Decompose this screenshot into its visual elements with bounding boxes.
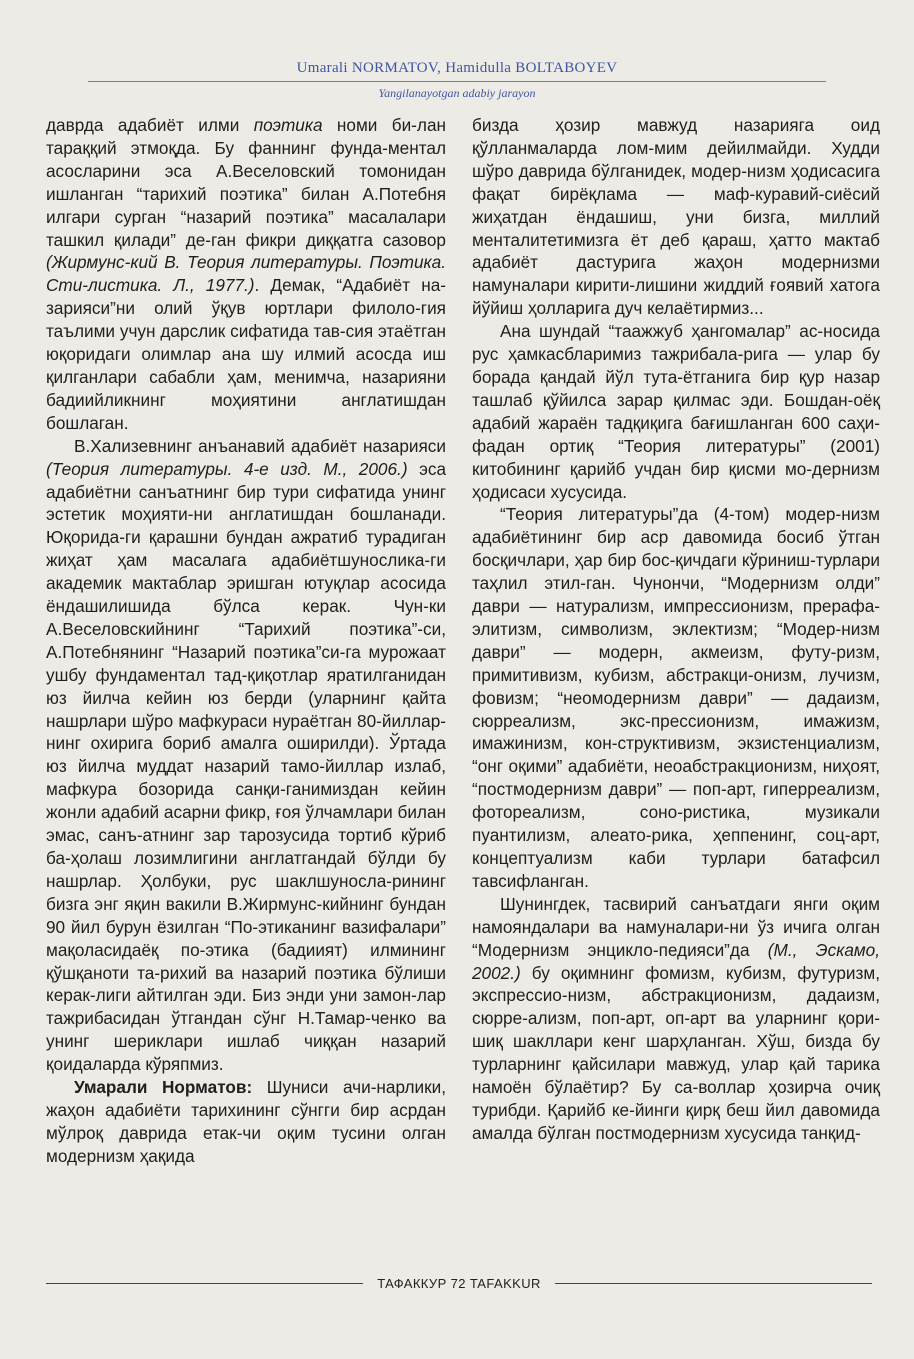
footer-rule-left	[46, 1283, 363, 1284]
right-paragraph-2: Ана шундай “таажжуб ҳангомалар” ас-носида рус ҳамкасбларимиз тажрибала-рига — улар бу борада қандай йўл тута-ётганига бир қур назар ташлаб қўйилса зарар қилмас эди. Бошдан-оёқ адабий жараён тадқиқига бағишланган 600 саҳи-фадан ортиқ “Теория литературы” (2001) китобининг қарийб учдан бир қисми мо-дернизм ҳодисаси хусусида.	[472, 321, 880, 502]
header-rule	[88, 81, 826, 82]
footer-label: ТАФАККУР 72 TAFAKKUR	[377, 1276, 541, 1291]
text-run: даврда адабиёт илми	[46, 115, 254, 135]
left-paragraph-3	[46, 1076, 446, 1168]
text-run: бу оқимнинг фомизм, кубизм, футуризм, экспрессио-низм, абстракционизм, дадаизм, сюрре-ализм, поп-арт, оп-арт ва уларнинг қори-шиқ шакллари кенг шарҳланган. Хўш, бизда бу турларнинг қайсилари мавжуд, улар қай тарика намоён бўлаётир? Бу са-воллар ҳозирча очиқ турибди. Қарийб ке-йинги қирқ беш йил давомида амалда бўлган постмодернизм хусусида танқид-	[472, 962, 880, 1143]
right-paragraph-4	[472, 893, 880, 1145]
running-header	[40, 60, 874, 101]
italic-citation: (М., Эскамо, 2002.)	[472, 939, 880, 983]
page-footer	[46, 1276, 872, 1291]
left-paragraph-2	[46, 435, 446, 1076]
speaker-name: Умарали Норматов:	[74, 1077, 253, 1098]
right-column	[472, 114, 880, 1145]
text-run: номи би-лан тараққий этмоқда. Бу фаннинг фунда-ментал асосларини эса А.Веселовский томонидан ишланган “тарихий поэтика” билан А.Потебня илгари сурган “назарий поэтика” масалалари ташкил қилади” де-ган фикри диққатга сазовор	[46, 115, 446, 250]
left-paragraph-1	[46, 114, 446, 435]
footer-rule-right	[555, 1283, 872, 1284]
text-run: эса адабиётни санъатнинг бир тури сифатида унинг эстетик моҳияти-ни англатишдан бошланади. Юқорида-ги қарашни бундан ажратиб турадиган жиҳат ҳам масалага адабиётшунослика-ги академик мактаблар эришган ютуқлар асосида ёндашилишида бўлса керак. Чун-ки А.Веселовскийнинг “Тарихий поэтика”-си, А.Потебнянинг “Назарий поэтика”си-га мурожаат ушбу фундаментал тад-қиқотлар яратилганидан юз йилча кейин юз берди (уларнинг қайта нашрлари шўро мафкураси нураётган 80-йиллар-нинг охирига бориб амалга оширилди). Ўртада юз йилча муддат назарий тамо-йиллар излаб, мафкура бозорида санқи-ганимиздан кейин жонли адабий асарни фикр, ғоя ўлчамлари билан эмас, санъ-атнинг зар тарозусида тортиб кўриб ба-ҳолаш лозимлигини англатгандай бўлди бу нашрлар. Ҳолбуки, рус шаклшуносла-рининг бизга энг яқин вакили В.Жирмунс-кийнинг бундан 90 йил бурун ёзилган “По-этиканинг вазифалари” мақоласидаёқ по-этика (бадиият) илмининг қўшқаноти та-рихий ва назарий поэтика бўлиши керак-лиги айтилган эди. Биз энди уни замон-лар тажрибасидан ўтгандан сўнг Н.Тамар-ченко ва унинг шериклари ишлаб чиққан назарий қоидаларда кўряпмиз.	[46, 458, 446, 1075]
header-subtitle: Yangilanayotgan adabiy jarayon	[378, 86, 536, 100]
italic-citation: (Жирмунс-кий В. Теория литературы. Поэтика. Сти-листика. Л., 1977.)	[46, 252, 446, 296]
header-authors: Umarali NORMATOV, Hamidulla BOLTABOYEV	[296, 60, 618, 76]
right-paragraph-3: “Теория литературы”да (4-том) модер-низм адабиётининг бир аср давомида босиб ўтган босқичлари, ҳар бир бос-қичдаги кўриниш-турлари таҳлил этил-ган. Чунончи, “Модернизм олди” даври — натурализм, импрессионизм, прерафа-элитизм, символизм, эклектизм; “Модер-низм даври” — модерн, акмеизм, футу-ризм, примитивизм, кубизм, абстракци-онизм, лучизм, фовизм; “неомодернизм даври” — дадаизм, сюрреализм, экс-прессионизм, имажизм, имажинизм, кон-структивизм, экзистенциализм, “онг оқими” адабиёти, неоабстракционизм, ниҳоят, “постмодернизм даври” — поп-арт, гиперреализм, фотореализм, соно-ристика, музикали пуантилизм, алеато-рика, ҳеппенинг, соц-арт, концептуализм каби турлари батафсил тавсифланган.	[472, 504, 880, 891]
text-run: В.Хализевнинг анъанавий адабиёт назарияси	[74, 435, 446, 456]
left-column	[46, 114, 446, 1168]
italic-citation: (Теория литературы. 4-е изд. М., 2006.)	[46, 458, 408, 479]
text-run: . Демак, “Адабиёт на-зарияси”ни олий ўқув юртлари филоло-гия таълими учун дарслик сифатида тав-сия этаётган юқоридаги олимлар ана шу илмий асосда иш қилганлари сабабли ҳам, менимча, назарияни бадиийликнинг моҳиятини англатишдан бошлаган.	[46, 275, 446, 433]
right-paragraph-1: бизда ҳозир мавжуд назарияга оид қўлланмаларда лом-мим дейилмайди. Худди шўро даврида бўлганидек, модер-низм ҳодисасига фақат бирёқлама — маф-куравий-сиёсий жиҳатдан ёндашиш, уни бизга, миллий менталитетимизга ёт деб қараш, ҳатто мактаб адабиёт дастурига жаҳон модернизми намуналари кирити-лишини жиддий ғоявий хатога йўйиш ҳолларига дуч келаётирмиз...	[472, 115, 880, 319]
italic-term: поэтика	[253, 115, 323, 135]
text-run: Шунингдек, тасвирий санъатдаги янги оқим намояндалари ва намуналари-ни ўз ичига олган “Модернизм энцикло-педияси”да	[472, 893, 880, 960]
text-run: Шуниси ачи-нарлики, жаҳон адабиёти тарихининг сўнгги бир асрдан мўлроқ даврида етак-чи оқим тусини олган модернизм ҳақида	[46, 1077, 446, 1166]
